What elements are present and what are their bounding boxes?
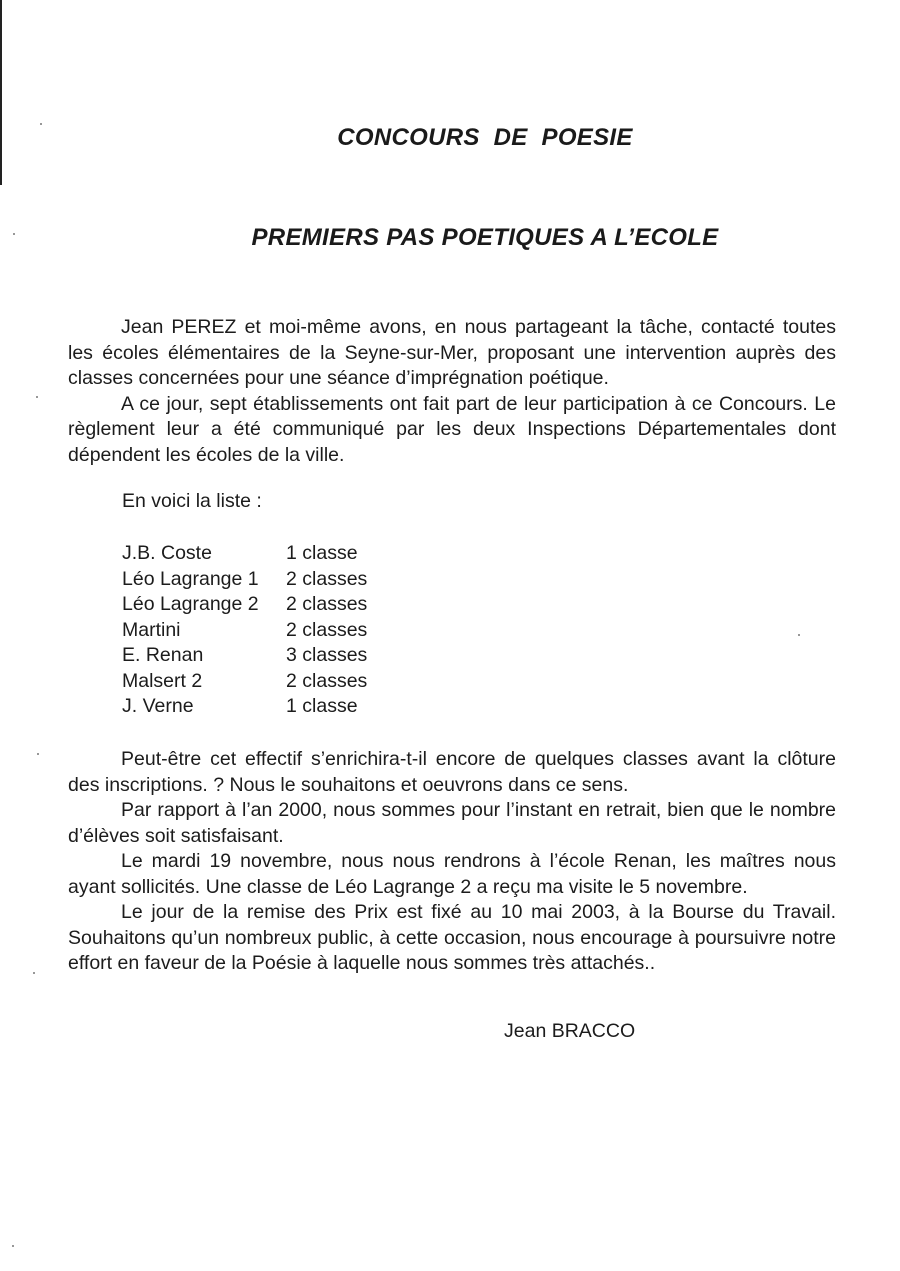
scan-speck [798,634,800,636]
list-item [122,541,367,567]
school-name: E. Renan [122,644,204,666]
list-item [122,567,367,593]
scan-speck [36,396,38,398]
class-count: 2 classes [286,618,368,641]
list-item [122,592,367,618]
paragraph: Jean PEREZ et moi-même avons, en nous partageant la tâche, contacté toutes les écoles élémentaires de la Seyne-sur-Mer, proposant une intervention auprès des classes concernées pour une séance d’imprégnation poétique. [68,316,836,389]
scan-speck [33,972,35,974]
school-name: Léo Lagrange 2 [122,593,259,615]
class-count: 1 classe [286,695,358,717]
scan-speck [37,753,39,755]
document-subtitle: PREMIERS PAS POETIQUES A L’ECOLE [251,224,719,251]
list-item [122,669,367,695]
class-count: 3 classes [286,644,368,666]
school-name: J.B. Coste [122,542,212,564]
list-item [122,643,367,669]
class-count: 2 classes [286,593,368,615]
paragraph: Par rapport à l’an 2000, nous sommes pour l’instant en retrait, bien que le nombre d’élèves soit satisfaisant. [68,799,836,847]
class-count: 2 classes [286,669,368,692]
school-name: Malsert 2 [122,669,203,692]
paragraph: Peut-être cet effectif s’enrichira-t-il encore de quelques classes avant la clôture des inscriptions. ? Nous le souhaitons et oeuvrons dans ce sens. [68,748,836,796]
list-intro: En voici la liste : [122,490,262,512]
paragraph: A ce jour, sept établissements ont fait part de leur participation à ce Concours. Le règlement leur a été communiqué par les deux Inspections Départementales dont dépendent les écoles de la ville. [68,392,836,466]
school-name: J. Verne [122,695,194,717]
intro-paragraphs [68,315,836,468]
paragraph: Le jour de la remise des Prix est fixé au 10 mai 2003, à la Bourse du Travail. Souhaitons qu’un nombreux public, à cette occasion, nous encourage à poursuivre notre effort en faveur de la Poésie à laquelle nous sommes très attachés.. [68,901,836,974]
signature: Jean BRACCO [504,1020,636,1042]
paragraph: Le mardi 19 novembre, nous nous rendrons à l’école Renan, les maîtres nous ayant sollicités. Une classe de Léo Lagrange 2 a reçu ma visite le 5 novembre. [68,850,836,898]
closing-paragraphs [68,747,836,977]
list-item [122,694,367,720]
school-name: Martini [122,618,181,641]
list-item [122,618,367,644]
class-count: 1 classe [286,542,358,564]
scan-edge-line [0,0,2,185]
school-list [122,541,367,720]
class-count: 2 classes [286,567,368,590]
document-title: CONCOURS DE POESIE [337,124,633,151]
scan-speck [12,1245,14,1247]
school-name: Léo Lagrange 1 [122,567,259,590]
